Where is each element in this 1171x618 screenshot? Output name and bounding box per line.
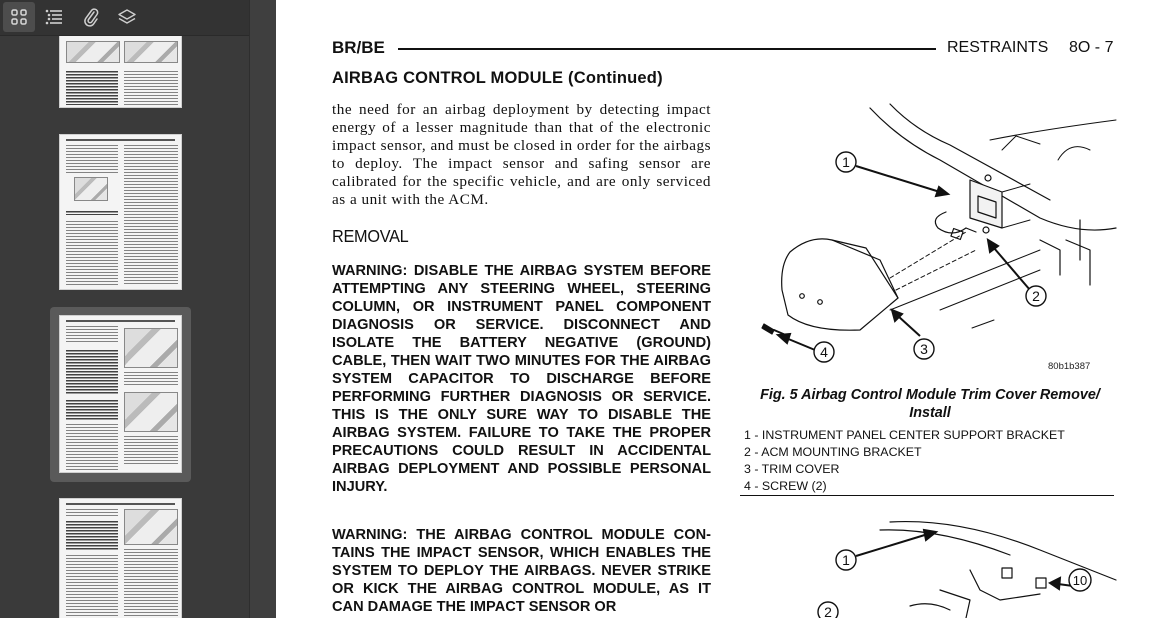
section-title: AIRBAG CONTROL MODULE (Continued) [332, 69, 663, 87]
header-section: RESTRAINTS [947, 39, 1049, 56]
outline-icon [44, 8, 64, 26]
thumbnail-list[interactable] [0, 36, 249, 618]
callout-label: 3 [920, 341, 928, 357]
page-thumbnail-current[interactable] [59, 315, 182, 473]
callout-label: 1 [842, 154, 850, 170]
callout-label: 4 [820, 344, 828, 360]
document-page [276, 0, 1171, 618]
page-header [332, 38, 1116, 58]
acm-trim-cover-illustration [740, 100, 1120, 380]
second-figure-illustration [740, 510, 1120, 618]
figure-legend [744, 427, 1065, 495]
sidebar [0, 0, 276, 618]
warning-paragraph-1: WARNING: DISABLE THE AIRBAG SYSTEM BEFORE ATTEMPTING ANY STEERING WHEEL, STEERING COLUMN, OR INSTRUMENT PANEL COMPONENT DIAGNOSIS OR SERVICE. DISCONNECT AND ISOLATE THE BATTERY NEGATIVE (GROUND) CABLE, THEN WAIT TWO MINUTES FOR THE AIRBAG SYSTEM CAPACITOR TO DISCHARGE BEFORE PERFORMING FURTHER DIAGNOSIS OR SERVICE. THIS IS THE ONLY SURE WAY TO DISABLE THE AIRBAG SYSTEM. FAILURE TO TAKE THE PROPER PRECAUTIONS COULD RESULT IN ACCIDENTAL AIRBAG DEPLOYMENT AND POSSIBLE PERSONAL INJURY. [332, 263, 711, 495]
figure-rule [740, 495, 1114, 496]
legend-item: 2 - ACM MOUNTING BRACKET [744, 445, 922, 459]
header-page-number: 8O - 7 [1069, 39, 1114, 56]
warning-paragraph-2: WARNING: THE AIRBAG CONTROL MODULE CONTAINS THE IMPACT SENSOR, WHICH ENABLES THE SYSTEM TO DEPLOY THE AIRBAGS. NEVER STRIKE OR KICK THE AIRBAG CONTROL MODULE, AS IT CAN DAMAGE THE IMPACT SENSOR OR [332, 527, 711, 615]
page-thumbnail[interactable] [59, 134, 182, 290]
header-rule [398, 48, 936, 50]
legend-item: 4 - SCREW (2) [744, 479, 827, 493]
sidebar-toolbar [0, 0, 249, 36]
figure-image-id: 80b1b387 [1048, 361, 1091, 372]
thumbnails-icon [10, 8, 28, 26]
second-figure-callout-2 [816, 600, 840, 618]
outline-view-button[interactable] [38, 2, 70, 32]
page-thumbnail[interactable] [59, 36, 182, 108]
callout-label: 10 [1072, 573, 1088, 588]
callout-label: 2 [1032, 288, 1040, 304]
layers-view-button[interactable] [111, 2, 143, 32]
legend-item: 1 - INSTRUMENT PANEL CENTER SUPPORT BRACKET [744, 428, 1065, 442]
sidebar-resize-gutter[interactable] [249, 0, 276, 618]
thumbnails-view-button[interactable] [3, 2, 35, 32]
layers-icon [117, 8, 137, 26]
attachments-icon [82, 7, 100, 27]
callout-label: 2 [824, 604, 832, 618]
intro-paragraph: the need for an airbag deployment by detecting impact energy of a lesser magnitude than that of the electronic impact sensor, and must be closed in order for the airbags to deploy. The impact sensor and safing sensor are calibrated for the specific vehicle, and are only serviced as a unit with the ACM. [332, 101, 711, 208]
figure-caption: Fig. 5 Airbag Control Module Trim Cover Remove/ Install [760, 387, 1100, 421]
header-model: BR/BE [332, 38, 385, 57]
legend-item: 3 - TRIM COVER [744, 462, 840, 476]
page-thumbnail[interactable] [59, 498, 182, 618]
callout-label: 1 [842, 552, 850, 568]
attachments-view-button[interactable] [75, 2, 107, 32]
removal-heading: REMOVAL [332, 226, 409, 246]
